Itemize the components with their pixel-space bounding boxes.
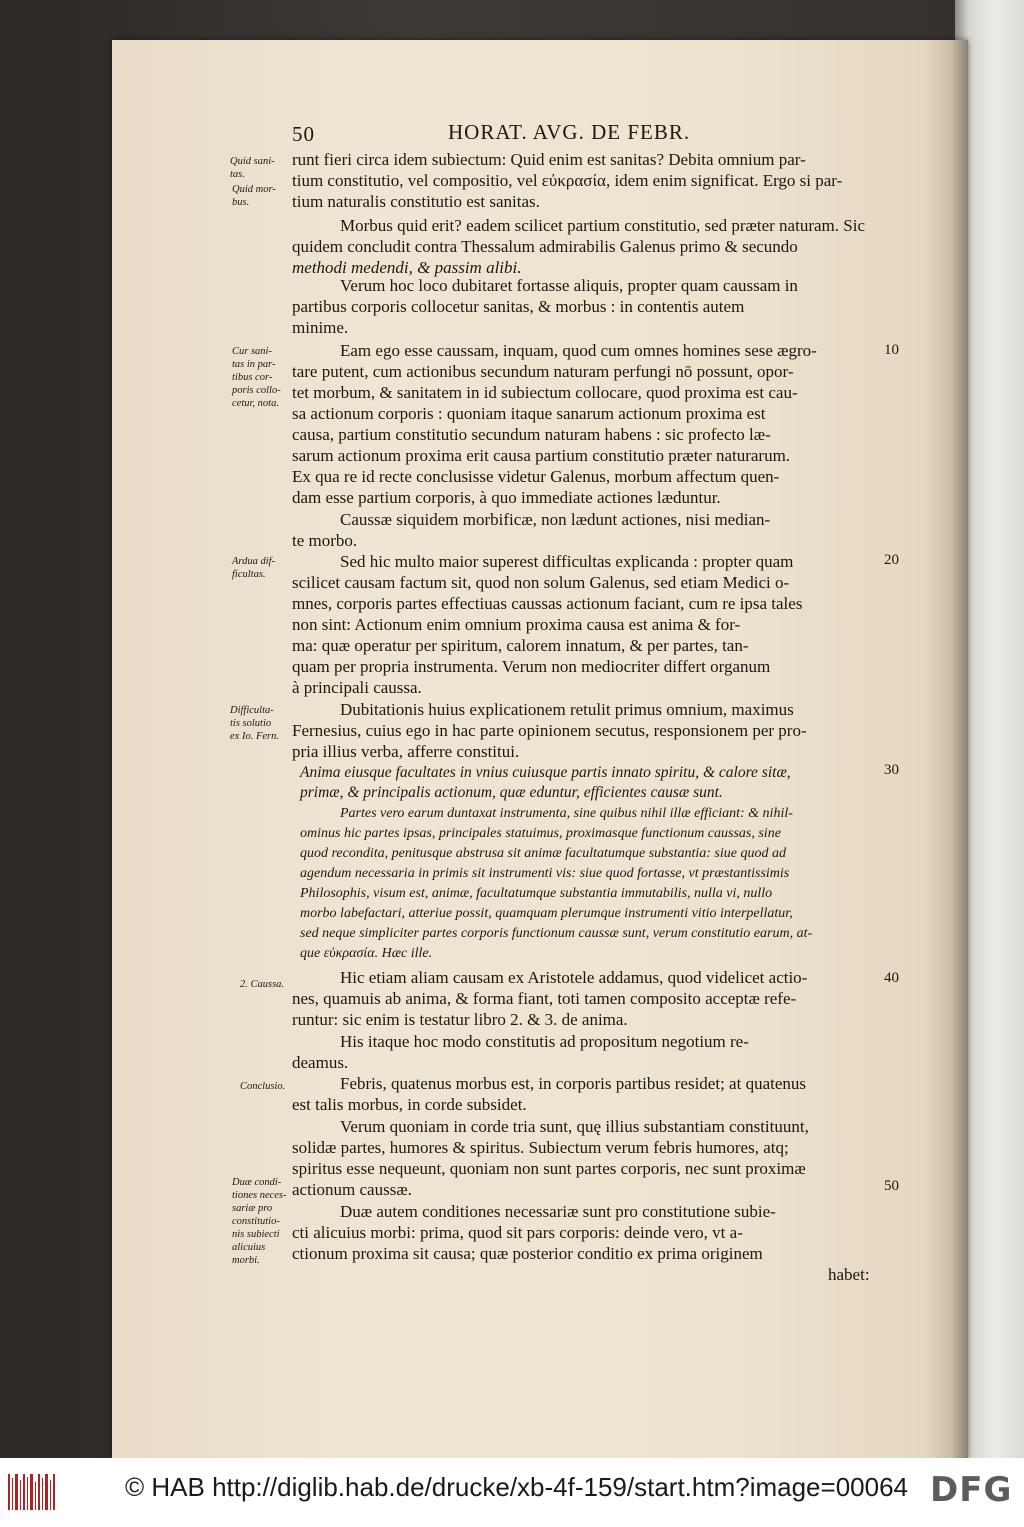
- line-number: 10: [884, 342, 899, 358]
- text-line: Morbus quid erit? eadem scilicet partium constitutio, sed præter naturam. Sic: [340, 216, 865, 235]
- text-line: Verum hoc loco dubitaret fortasse aliquis, propter quam caussam in: [340, 276, 798, 295]
- text-line: nes, quamuis ab anima, & forma fiant, toti tamen composito acceptæ refe-: [292, 989, 797, 1008]
- text-line: deamus.: [292, 1053, 349, 1072]
- text-line: te morbo.: [292, 531, 358, 550]
- margin-note: Duæ condi- tiones neces- sariæ pro constitutio- nis subiecti alicuius morbi.: [232, 1177, 287, 1266]
- barcode-icon: [8, 1472, 56, 1512]
- margin-note: Difficulta- tis solutio ex Io. Fern.: [230, 705, 279, 742]
- text-line: mnes, corporis partes effectiuas caussas actionum faciant, cum re ipsa tales: [292, 594, 803, 613]
- text-line: runt fieri circa idem subiectum: Quid enim est sanitas? Debita omnium par-: [292, 150, 806, 169]
- text-line: Verum quoniam in corde tria sunt, quę illius substantiam constituunt,: [340, 1117, 809, 1136]
- text-line: ma: quæ operatur per spiritum, calorem innatum, & per partes, tan-: [292, 636, 749, 655]
- line-number: 20: [884, 552, 899, 568]
- running-title: HORAT. AVG. DE FEBR.: [448, 120, 691, 144]
- quote-line: Philosophis, visum est, animæ, facultatumque substantia immutabilis, nulla vi, nullo: [300, 886, 773, 901]
- line-number: 30: [884, 762, 899, 778]
- text-line: actionum caussæ.: [292, 1180, 412, 1199]
- text-line: pria illius verba, afferre constitui.: [292, 742, 520, 761]
- text-line: Fernesius, cuius ego in hac parte opinionem secutus, responsionem per pro-: [292, 721, 807, 740]
- quote-line: sed neque simpliciter partes corporis functionum caussæ sunt, verum constitutio earum, at-: [300, 926, 813, 941]
- quote-line: Anima eiusque facultates in vnius cuiusque partis innato spiritu, & calore sitæ,: [300, 764, 791, 781]
- page-gutter-shadow: [925, 40, 968, 1458]
- text-line: quidem concludit contra Thessalum admirabilis Galenus primo & secundo: [292, 237, 798, 256]
- text-line: causa, partium constitutio secundum naturam habens : sic profecto læ-: [292, 425, 771, 444]
- text-line: Febris, quatenus morbus est, in corporis partibus residet; at quatenus: [340, 1074, 806, 1093]
- line-number: 40: [884, 970, 899, 986]
- text-line: Dubitationis huius explicationem retulit primus omnium, maximus: [340, 700, 794, 719]
- text-line: quam per propria instrumenta. Verum non mediocriter differt organum: [292, 657, 771, 676]
- quote-line: morbo labefactari, atteriue possit, quamquam plerumque instrumenti vitio interpellatur,: [300, 906, 793, 921]
- text-line: scilicet causam factum sit, quod non solum Galenus, sed etiam Medici o-: [292, 573, 790, 592]
- text-line: partibus corporis collocetur sanitas, & morbus : in contentis autem: [292, 297, 745, 316]
- text-line: sarum actionum proxima erit causa partium constitutio præter naturarum.: [292, 446, 791, 465]
- text-line: sa actionum corporis : quoniam itaque sanarum actionum proxima est: [292, 404, 766, 423]
- text-line: Ex qua re id recte conclusisse videtur Galenus, morbum affectum quen-: [292, 467, 780, 486]
- text-line: tium naturalis constitutio est sanitas.: [292, 192, 540, 211]
- quote-line: primæ, & principalis actionum, quæ eduntur, efficientes causæ sunt.: [300, 784, 723, 801]
- text-line: tium constitutio, vel compositio, vel εὐκρασία, idem enim significat. Ergo si par-: [292, 171, 843, 190]
- margin-note: Conclusio.: [240, 1081, 286, 1092]
- catchword: habet:: [828, 1265, 870, 1284]
- margin-note: Quid sani- tas.: [230, 156, 275, 180]
- text-line: minime.: [292, 318, 349, 337]
- text-line: Hic etiam aliam causam ex Aristotele addamus, quod videlicet actio-: [340, 968, 808, 987]
- text-line: His itaque hoc modo constitutis ad propositum negotium re-: [340, 1032, 749, 1051]
- text-line: ctionum proxima sit causa; quæ posterior conditio ex prima originem: [292, 1244, 763, 1263]
- text-line: non sint: Actionum enim omnium proxima causa est anima & for-: [292, 615, 741, 634]
- text-line: runtur: sic enim is testatur libro 2. & 3. de anima.: [292, 1010, 628, 1029]
- quote-line: agendum necessaria in primis sit instrumenti vis: siue quod fortasse, vt præstantissimis: [300, 866, 790, 881]
- text-line: Sed hic multo maior superest difficultas explicanda : propter quam: [340, 552, 794, 571]
- text-line: tet morbum, & sanitatem in id subiectum collocare, quod proxima est cau-: [292, 383, 798, 402]
- quote-line: ominus hic partes ipsas, principales statuimus, proximasque functionum caussas, sine: [300, 826, 781, 841]
- quote-line: Partes vero earum duntaxat instrumenta, sine quibus nihil illæ efficiant: & nihil-: [340, 806, 793, 821]
- copyright-url[interactable]: © HAB http://diglib.hab.de/drucke/xb-4f-159/start.htm?image=00064: [125, 1472, 908, 1502]
- margin-note: Cur sani- tas in par- tibus cor- poris collo- cetur, nota.: [232, 346, 281, 409]
- quote-line: que εὐκρασία. Hæc ille.: [300, 946, 433, 961]
- margin-note: Quid mor- bus.: [232, 184, 276, 208]
- text-line: est talis morbus, in corde subsidet.: [292, 1095, 527, 1114]
- page-number: 50: [292, 122, 315, 146]
- text-line: Caussæ siquidem morbificæ, non lædunt actiones, nisi median-: [340, 510, 771, 529]
- text-line: Duæ autem conditiones necessariæ sunt pro constitutione subie-: [340, 1202, 776, 1221]
- dfg-logo: DFG: [930, 1470, 1013, 1510]
- margin-note: 2. Caussa.: [240, 979, 285, 990]
- line-number: 50: [884, 1178, 899, 1194]
- text-line: spiritus esse nequeunt, quoniam non sunt partes corporis, nec sunt proximæ: [292, 1159, 806, 1178]
- text-line: dam esse partium corporis, à quo immediate actiones læduntur.: [292, 488, 721, 507]
- text-line: tare putent, cum actionibus secundum naturam perfungi nō possunt, opor-: [292, 362, 794, 381]
- text-line: methodi medendi, & passim alibi.: [292, 258, 522, 277]
- viewer-footer: [0, 1458, 1024, 1527]
- margin-note: Ardua dif- ficultas.: [232, 556, 276, 580]
- quote-line: quod recondita, penitusque abstrusa sit animæ facultatumque substantia: siue quod ad: [300, 846, 786, 861]
- text-line: solidæ partes, humores & spiritus. Subiectum verum febris humores, atq;: [292, 1138, 789, 1157]
- text-line: cti alicuius morbi: prima, quod sit pars corporis: deinde vero, vt a-: [292, 1223, 743, 1242]
- text-line: Eam ego esse caussam, inquam, quod cum omnes homines sese ægro-: [340, 341, 817, 360]
- text-line: à principali caussa.: [292, 678, 422, 697]
